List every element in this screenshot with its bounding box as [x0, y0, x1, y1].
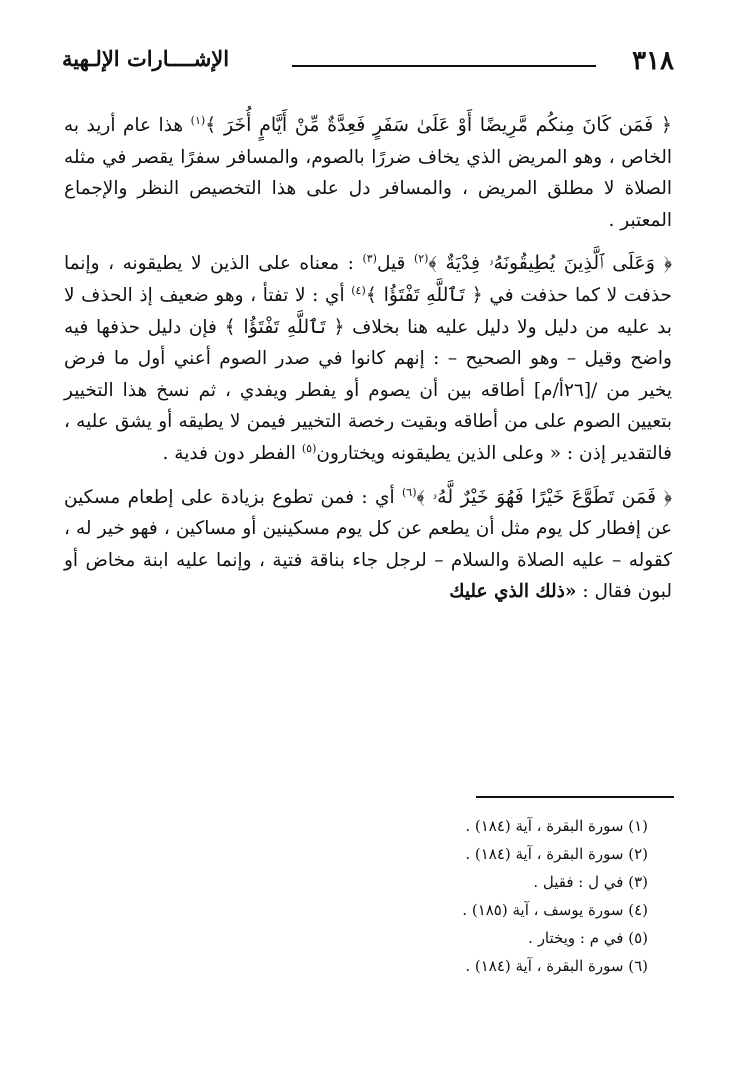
paragraph-text: هذا عام أريد به الخاص ، وهو المريض الذي يخاف ضررًا بالصوم، والمسافر سفرًا يقصر في مثله الصلاة لا مطلق المريض ، والمسافر دل على هذا التخصيص النظر والإجماع المعتبر . [64, 115, 672, 231]
footnote-4: (٤) سورة يوسف ، آية (١٨٥) . [462, 901, 648, 919]
footnote-2: (٢) سورة البقرة ، آية (١٨٤) . [465, 845, 648, 863]
footnote-1: (١) سورة البقرة ، آية (١٨٤) . [465, 817, 648, 835]
header-rule [292, 65, 596, 67]
footnote-ref: (٦) [401, 485, 417, 499]
footnote-3: (٣) في ل : فقيل . [533, 873, 648, 891]
footnote-6: (٦) سورة البقرة ، آية (١٨٤) . [465, 957, 648, 975]
quran-verse: ﴿ فَمَن كَانَ مِنكُم مَّرِيضًا أَوْ عَلَىٰ سَفَرٍ فَعِدَّةٌ مِّنْ أَيَّامٍ أُخَرَ ﴾ [205, 114, 672, 136]
quran-verse: ﴿ تَٱللَّهِ تَفْتَؤُا ﴾ [365, 283, 483, 306]
quran-verse: ﴿ وَعَلَى ٱلَّذِينَ يُطِيقُونَهُۥ فِدْيَةٌ ﴾ [428, 252, 672, 275]
page-header [62, 44, 674, 84]
footnotes [64, 812, 648, 980]
quran-verse: ﴿ فَمَن تَطَوَّعَ خَيْرًا فَهُوَ خَيْرٌ لَّهُۥ ﴾ [416, 485, 672, 508]
footnote-rule [476, 796, 674, 798]
hadith-quote: «ذلك الذي عليك [449, 581, 577, 603]
footnote-ref: (٥) [301, 441, 317, 455]
paragraph-text: الفطر دون فدية . [162, 442, 296, 464]
paragraph-text: فإن دليل حذفها فيه واضح وقيل – وهو الصحيح – : إنهم كانوا في صدر الصوم أعني أول ما فرض يخير من /[٢٦أ/م] أطاقه بين أن يصوم أو يفطر ويفدي ، ثم نسخ هذا التخيير بتعيين الصوم على من أطاقه وبقيت رخصة التخيير فيمن لا يطيقه أو يشق عليه ، فالتقدير إذن : « وعلى الذين يطيقونه ويختارون [64, 316, 672, 464]
page-number: ٣١٨ [632, 46, 674, 76]
main-text [64, 110, 672, 620]
paragraph-3 [64, 482, 672, 608]
footnote-ref: (٢) [413, 252, 429, 266]
quran-verse: ﴿ تَٱللَّهِ تَفْتَؤُا ﴾ [224, 315, 345, 338]
paragraph-text: قيل [376, 253, 406, 275]
paragraph-2 [64, 248, 672, 469]
paragraph-text: : معناه على الذين لا يطيقونه ، وإنما حذفت لا كما حذفت في [64, 253, 672, 306]
paragraph-text: أي : لا تفتأ ، وهو ضعيف إذ الحذف لا بد عليه من دليل ولا دليل عليه هنا بخلاف [64, 284, 672, 338]
footnote-ref: (٤) [351, 283, 366, 297]
running-title: الإشــــارات الإلـهية [62, 46, 230, 71]
footnote-ref: (١) [190, 113, 206, 127]
paragraph-text: أي : فمن تطوع بزيادة على إطعام مسكين عن إفطار كل يوم مثل أن يطعم عن كل يوم مسكينين أو مساكين ، فهو خير له ، كقوله – عليه الصلاة والسلام – لرجل جاء بناقة فتية ، وإنما عليه ابنة مخاض أو لبون فقال : [64, 486, 672, 603]
paragraph-1 [64, 110, 672, 236]
footnote-5: (٥) في م : ويختار . [528, 929, 648, 947]
footnote-ref: (٣) [362, 252, 377, 266]
